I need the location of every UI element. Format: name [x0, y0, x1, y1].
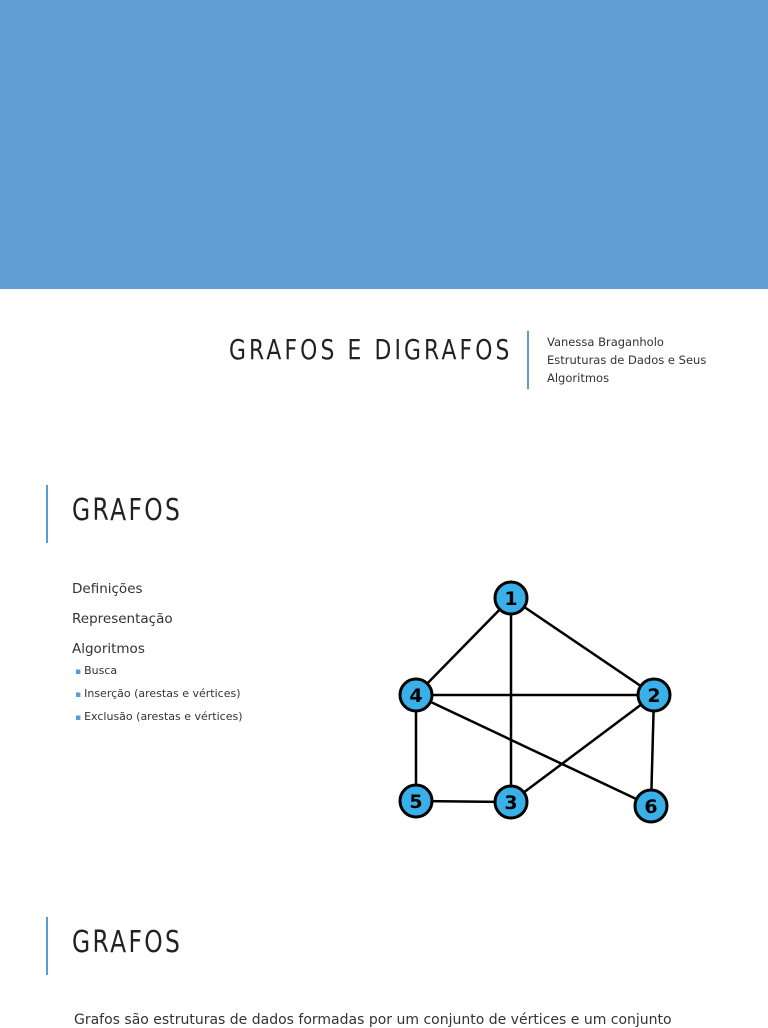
title-banner [0, 0, 768, 289]
presentation-subtitle [547, 333, 727, 387]
graph-edge-4-6 [416, 695, 651, 806]
graph-node-label: 3 [504, 792, 518, 814]
graph-edge-2-3 [511, 695, 654, 802]
graph-node-4 [400, 679, 432, 711]
author-name: Vanessa Braganholo [547, 335, 664, 349]
graph-node-1 [495, 582, 527, 614]
graph-node-label: 4 [409, 685, 423, 707]
graph-node-label: 2 [647, 685, 661, 707]
graph-node-label: 1 [504, 588, 518, 610]
graph-node-label: 5 [409, 791, 423, 813]
presentation-title: GRAFOS E DIGRAFOS [228, 333, 512, 366]
graph-node-6 [635, 790, 667, 822]
slide3-accent-bar [46, 917, 48, 975]
course-name-line-1: Estruturas de Dados e Seus [547, 353, 707, 367]
course-name-line-2: Algoritmos [547, 371, 610, 385]
slide2-accent-bar [46, 485, 48, 543]
sub-bullet-text: Inserção (arestas e vértices) [84, 687, 241, 700]
slide2-bullet-list [72, 578, 243, 729]
graph-node-2 [638, 679, 670, 711]
graph-edges [416, 598, 654, 806]
sub-bullet-text: Exclusão (arestas e vértices) [84, 710, 243, 723]
sub-bullet-text: Busca [84, 664, 118, 677]
graph-diagram [380, 565, 700, 835]
bullet-dot-icon: ▪ [75, 690, 82, 700]
graph-node-3 [495, 786, 527, 818]
graph-edge-1-4 [416, 598, 511, 695]
sub-bullet-insercao [72, 683, 243, 706]
title-divider [527, 331, 529, 389]
graph-node-label: 6 [644, 796, 658, 818]
bullet-dot-icon: ▪ [75, 713, 82, 723]
graph-edge-1-2 [511, 598, 654, 695]
sub-bullet-exclusao [72, 706, 243, 729]
bullet-definicoes: Definições [72, 581, 143, 597]
bullet-dot-icon: ▪ [75, 667, 82, 677]
graph-node-5 [400, 785, 432, 817]
sub-bullet-busca [72, 660, 243, 683]
slide3-title: GRAFOS [72, 925, 183, 960]
slide2-title: GRAFOS [72, 493, 183, 528]
bullet-algoritmos: Algoritmos [72, 641, 145, 657]
graph-nodes [400, 582, 670, 822]
slide3-paragraph: Grafos são estruturas de dados formadas por um conjunto de vértices e um conjunto [74, 1012, 672, 1028]
bullet-representacao: Representação [72, 611, 173, 627]
